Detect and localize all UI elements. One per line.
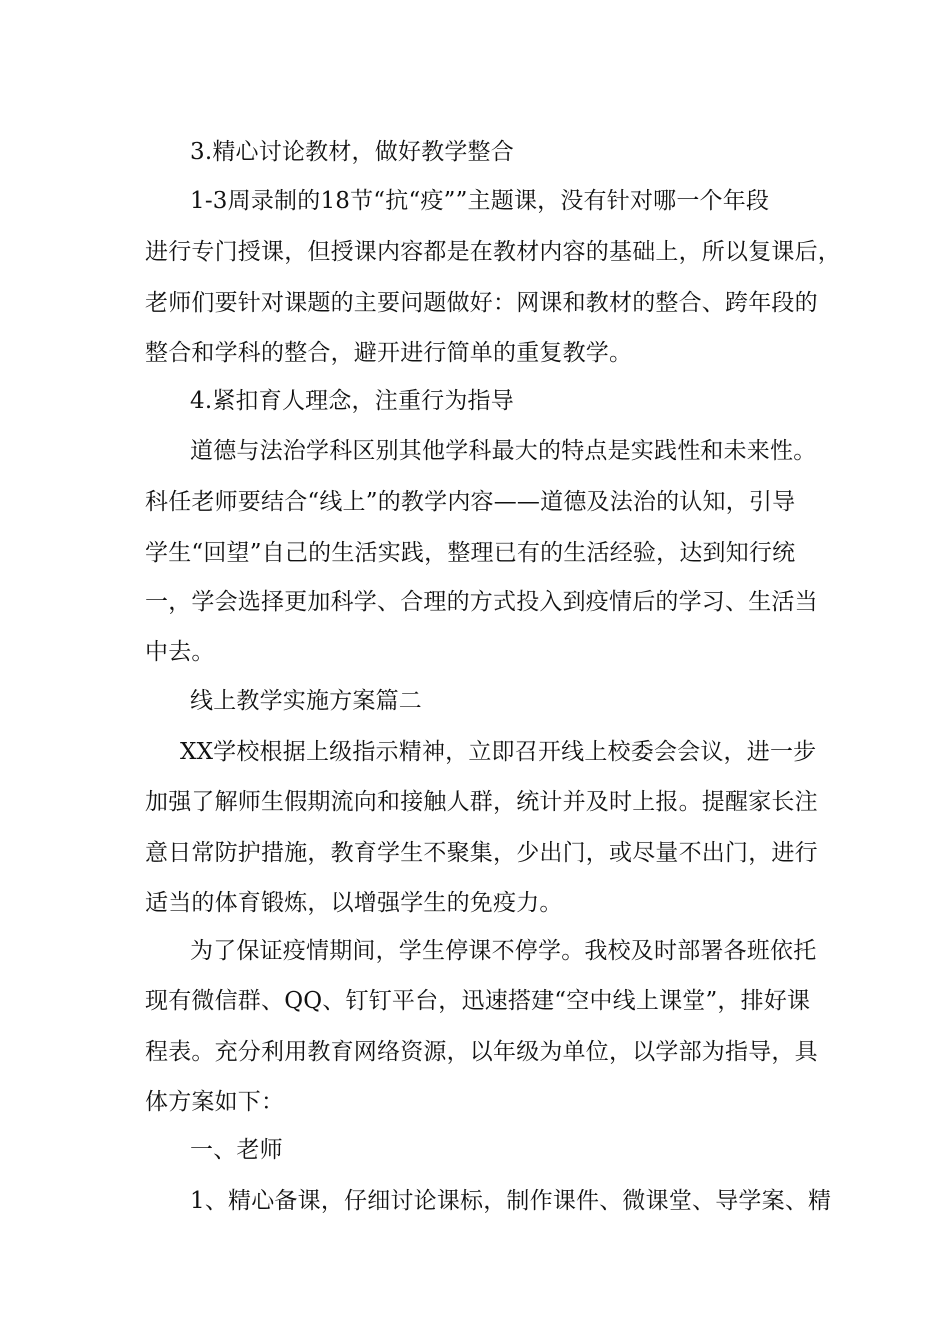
- paragraph-line: XX学校根据上级指示精神，立即召开线上校委会会议，进一步: [180, 739, 817, 765]
- paragraph-line: 1、精心备课，仔细讨论课标，制作课件、微课堂、导学案、精: [190, 1188, 832, 1214]
- paragraph-line: 1-3周录制的18节“抗“疫””主题课，没有针对哪一个年段: [190, 188, 770, 214]
- paragraph-line: 适当的体育锻炼，以增强学生的免疫力。: [145, 890, 563, 916]
- paragraph-line: 整合和学科的整合，避开进行简单的重复教学。: [145, 340, 633, 366]
- paragraph-line: 现有微信群、QQ、钉钉平台，迅速搭建“空中线上课堂”，排好课: [145, 988, 811, 1014]
- heading-4: 4.紧扣育人理念，注重行为指导: [190, 388, 514, 414]
- paragraph-line: 进行专门授课，但授课内容都是在教材内容的基础上，所以复课后，: [145, 239, 841, 265]
- paragraph-line: 体方案如下：: [145, 1089, 285, 1115]
- paragraph-line: 加强了解师生假期流向和接触人群，统计并及时上报。提醒家长注: [145, 789, 818, 815]
- paragraph-line: 科任老师要结合“线上”的教学内容——道德及法治的认知，引导: [145, 489, 796, 515]
- paragraph-line: 道德与法治学科区别其他学科最大的特点是实践性和未来性。: [190, 438, 817, 464]
- heading-3: 3.精心讨论教材，做好教学整合: [190, 139, 514, 165]
- section-title: 线上教学实施方案篇二: [190, 688, 422, 714]
- paragraph-line: 老师们要针对课题的主要问题做好：网课和教材的整合、跨年段的: [145, 290, 818, 316]
- subheading: 一、老师: [190, 1137, 283, 1163]
- paragraph-line: 中去。: [145, 639, 215, 665]
- paragraph-line: 学生“回望”自己的生活实践，整理已有的生活经验，达到知行统: [145, 540, 796, 566]
- paragraph-line: 程表。充分利用教育网络资源，以年级为单位，以学部为指导，具: [145, 1039, 818, 1065]
- paragraph-line: 一，学会选择更加科学、合理的方式投入到疫情后的学习、生活当: [145, 589, 818, 615]
- paragraph-line: 意日常防护措施，教育学生不聚集，少出门，或尽量不出门，进行: [145, 840, 818, 866]
- paragraph-line: 为了保证疫情期间，学生停课不停学。我校及时部署各班依托: [190, 938, 817, 964]
